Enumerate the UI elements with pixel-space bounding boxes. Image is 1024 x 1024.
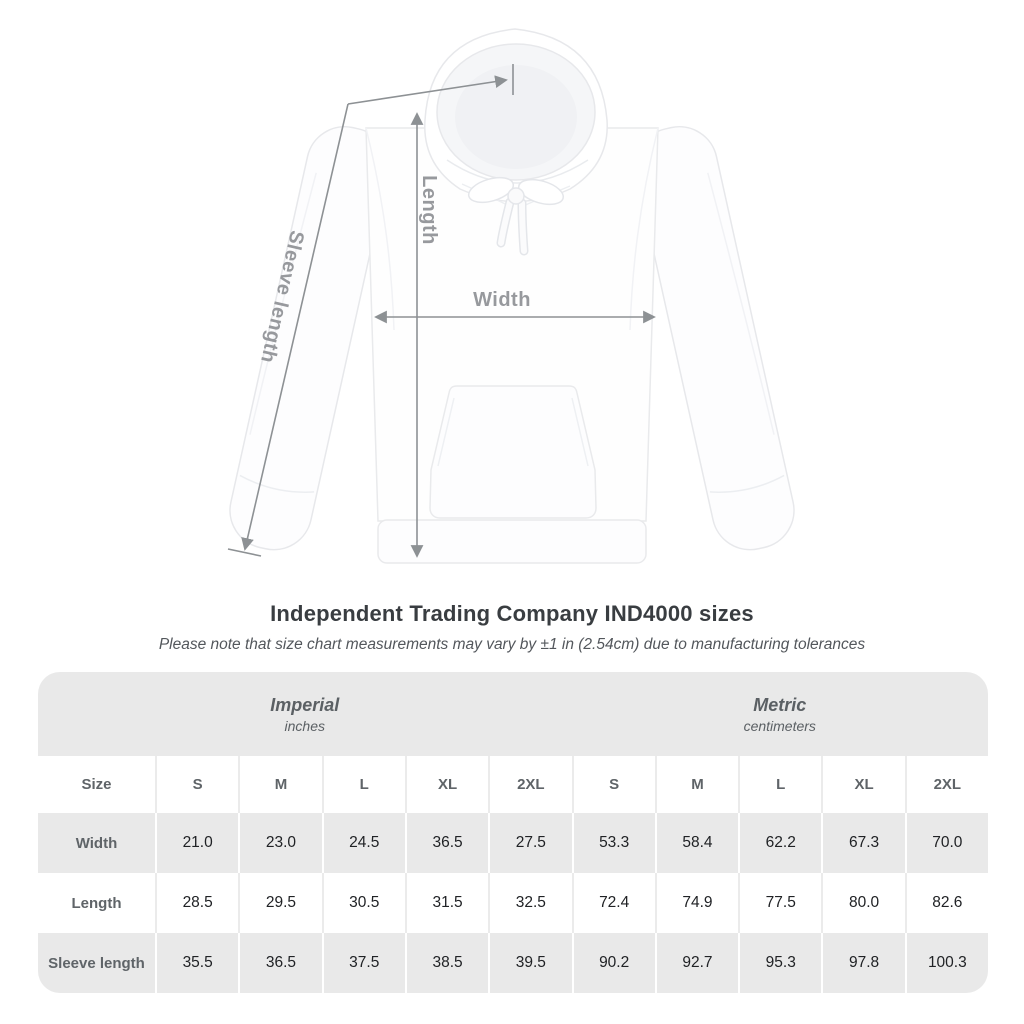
table-cell: 62.2 xyxy=(738,813,821,873)
imperial-group-header xyxy=(38,672,572,756)
table-cell: 77.5 xyxy=(738,873,821,933)
table-cell: 95.3 xyxy=(738,933,821,993)
table-cell: 30.5 xyxy=(322,873,405,933)
table-cell: 100.3 xyxy=(905,933,988,993)
metric-title: Metric xyxy=(753,694,807,715)
hood xyxy=(425,29,607,207)
table-cell: 31.5 xyxy=(405,873,488,933)
table-cell: 36.5 xyxy=(238,933,321,993)
table-cell: 70.0 xyxy=(905,813,988,873)
row-label-length: Length xyxy=(38,873,155,933)
column-header: XL xyxy=(821,756,904,813)
table-cell: 24.5 xyxy=(322,813,405,873)
table-cell: 32.5 xyxy=(488,873,571,933)
page-title: Independent Trading Company IND4000 sizes xyxy=(270,601,754,626)
column-header: M xyxy=(655,756,738,813)
table-cell: 74.9 xyxy=(655,873,738,933)
table-cell: 80.0 xyxy=(821,873,904,933)
table-cell: 28.5 xyxy=(155,873,238,933)
table-cell: 67.3 xyxy=(821,813,904,873)
table-cell: 23.0 xyxy=(238,813,321,873)
column-header: S xyxy=(572,756,655,813)
length-label: Length xyxy=(418,175,440,245)
table-cell: 53.3 xyxy=(572,813,655,873)
table-cell: 92.7 xyxy=(655,933,738,993)
column-header: S xyxy=(155,756,238,813)
column-header: M xyxy=(238,756,321,813)
column-header: 2XL xyxy=(488,756,571,813)
row-label-sleeve-length: Sleeve length xyxy=(38,933,155,993)
sleeve-length-label: Sleeve length xyxy=(256,228,308,366)
table-cell: 38.5 xyxy=(405,933,488,993)
table-cell: 97.8 xyxy=(821,933,904,993)
tolerance-note: Please note that size chart measurements may vary by ±1 in (2.54cm) due to manufacturing tolerances xyxy=(158,636,866,653)
table-cell: 39.5 xyxy=(488,933,571,993)
column-header: L xyxy=(322,756,405,813)
size-table xyxy=(38,672,988,993)
column-header: 2XL xyxy=(905,756,988,813)
table-cell: 29.5 xyxy=(238,873,321,933)
table-cell: 72.4 xyxy=(572,873,655,933)
table-cell: 27.5 xyxy=(488,813,571,873)
table-cell: 90.2 xyxy=(572,933,655,993)
column-header: L xyxy=(738,756,821,813)
table-cell: 58.4 xyxy=(655,813,738,873)
table-cell: 35.5 xyxy=(155,933,238,993)
metric-unit: centimeters xyxy=(743,717,816,734)
kangaroo-pocket xyxy=(430,386,596,518)
column-header: XL xyxy=(405,756,488,813)
imperial-unit: inches xyxy=(284,717,325,734)
row-label-width: Width xyxy=(38,813,155,873)
table-cell: 82.6 xyxy=(905,873,988,933)
table-cell: 21.0 xyxy=(155,813,238,873)
size-column-header: Size xyxy=(38,756,155,813)
metric-group-header xyxy=(572,672,989,756)
width-label: Width xyxy=(473,289,531,311)
imperial-title: Imperial xyxy=(270,694,340,715)
table-cell: 36.5 xyxy=(405,813,488,873)
table-cell: 37.5 xyxy=(322,933,405,993)
